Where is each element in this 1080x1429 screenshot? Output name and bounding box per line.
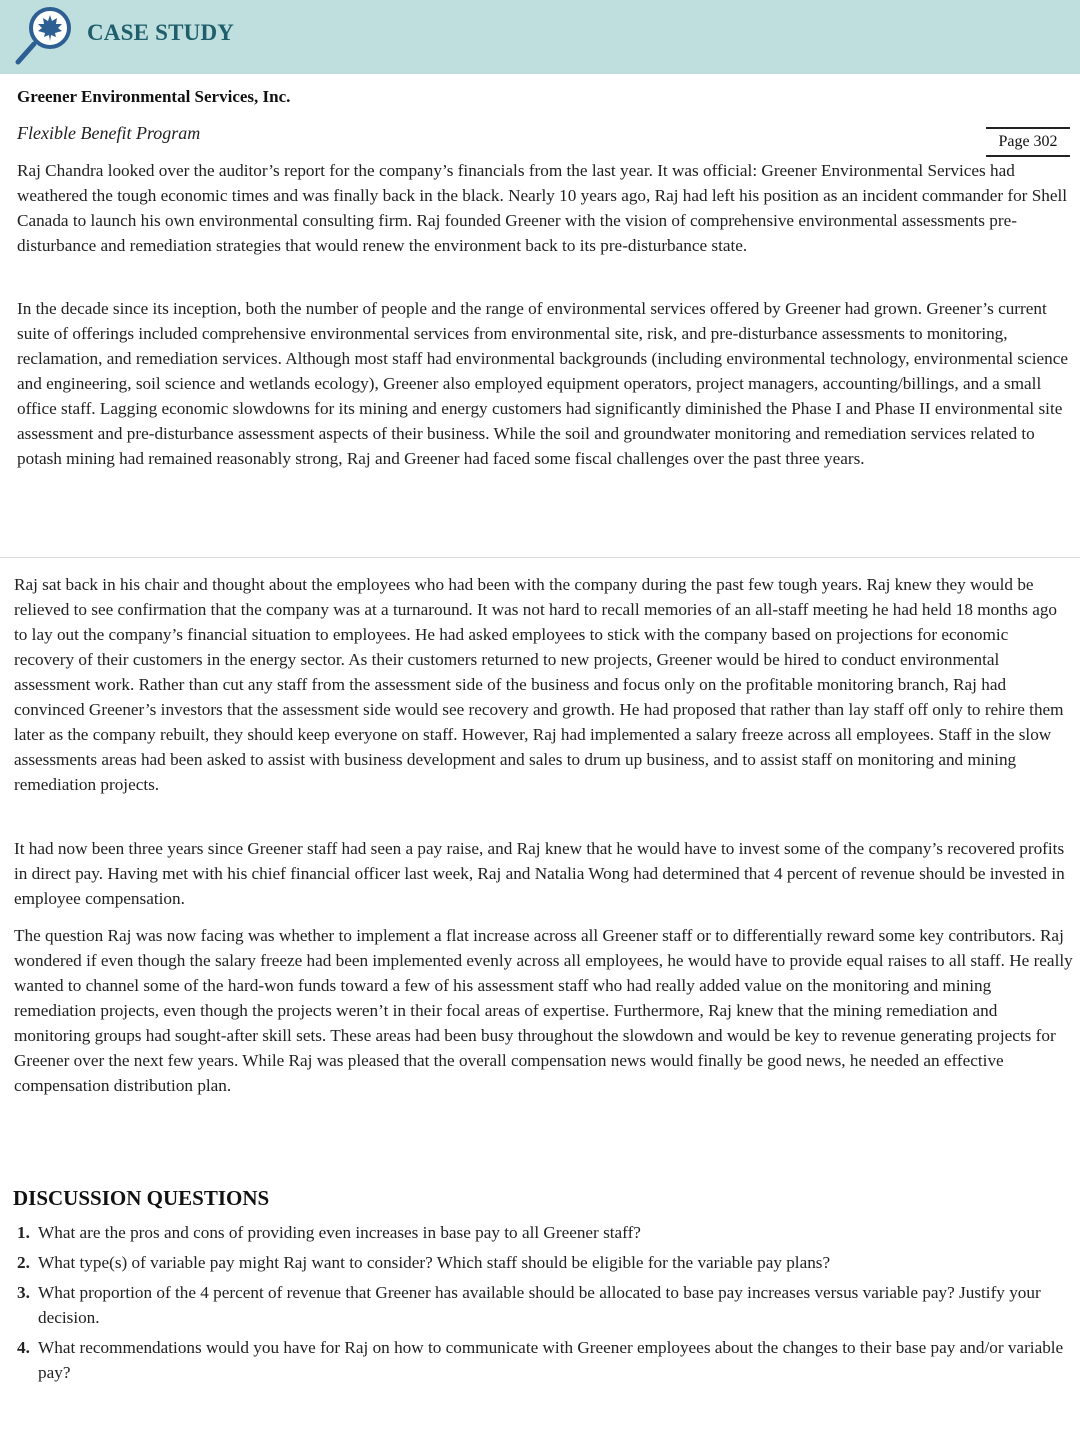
question-number: 3. (17, 1283, 30, 1302)
banner-title: CASE STUDY (87, 20, 235, 45)
program-title: Flexible Benefit Program (17, 123, 201, 143)
case-paragraph: The question Raj was now facing was whether to implement a flat increase across all Greener staff or to differentially reward some key contributors. Raj wondered if even though the salary freeze had been implemented evenly across all employees, he would have to provide equal raises to all staff. He really wanted to channel some of the hard-won funds toward a few of his assessment staff who had really added value on the monitoring and mining remediation projects, even though the projects weren’t in their focal areas of expertise. Furthermore, Raj knew that the mining remediation and monitoring groups had sought-after skill sets. These areas had been busy throughout the slowdown and would be key to revenue generating projects for Greener over the next few years. While Raj was pleased that the overall compensation news would finally be good news, he needed an effective compensation distribution plan. (14, 926, 1073, 1095)
case-study-banner (0, 0, 1080, 74)
discussion-question (17, 1335, 1067, 1385)
case-paragraph: It had now been three years since Greener staff had seen a pay raise, and Raj knew that he would have to invest some of the company’s recovered profits in direct pay. Having met with his chief financial officer last week, Raj and Natalia Wong had determined that 4 percent of revenue should be invested in employee compensation. (14, 839, 1065, 908)
discussion-questions-heading: DISCUSSION QUESTIONS (13, 1186, 270, 1210)
question-text: What type(s) of variable pay might Raj want to consider? Which staff should be eligible for the variable pay plans? (38, 1253, 831, 1272)
question-number: 1. (17, 1223, 30, 1242)
question-text: What are the pros and cons of providing even increases in base pay to all Greener staff? (38, 1223, 641, 1242)
question-text: What recommendations would you have for Raj on how to communicate with Greener employees about the changes to their base pay and/or variable pay? (38, 1338, 1064, 1382)
question-number: 2. (17, 1253, 30, 1272)
discussion-question (17, 1280, 1067, 1330)
page-reference: Page 302 (986, 127, 1070, 157)
question-number: 4. (17, 1338, 30, 1357)
discussion-questions-list (17, 1220, 1067, 1390)
case-paragraph: In the decade since its inception, both the number of people and the range of environmental services offered by Greener had grown. Greener’s current suite of offerings included comprehensive environmental services from environmental site, risk, and pre-disturbance assessments to monitoring, reclamation, and remediation services. Although most staff had environmental backgrounds (including environmental technology, environmental science and engineering, soil science and wetlands ecology), Greener also employed equipment operators, project managers, accounting/billings, and a small office staff. Lagging economic slowdowns for its mining and energy customers had significantly diminished the Phase I and Phase II environmental site assessment and pre-disturbance assessment aspects of their business. While the soil and groundwater monitoring and remediation services related to potash mining had remained reasonably strong, Raj and Greener had faced some fiscal challenges over the past three years. (17, 299, 1068, 468)
case-paragraph: Raj Chandra looked over the auditor’s report for the company’s financials from the last year. It was official: Greener Environmental Services had weathered the tough economic times and was finally back in the black. Nearly 10 years ago, Raj had left his position as an incident commander for Shell Canada to launch his own environmental consulting firm. Raj founded Greener with the vision of comprehensive environmental assessments pre-disturbance and remediation strategies that would renew the environment back to its pre-disturbance state. (17, 161, 1068, 255)
discussion-question (17, 1250, 1067, 1275)
company-name: Greener Environmental Services, Inc. (17, 87, 291, 106)
discussion-question (17, 1220, 1067, 1245)
page-divider (0, 557, 1080, 558)
case-paragraph: Raj sat back in his chair and thought about the employees who had been with the company during the past few tough years. Raj knew they would be relieved to see confirmation that the company was at a turnaround. It was not hard to recall memories of an all-staff meeting he had held 18 months ago to lay out the company’s financial situation to employees. He had asked employees to stick with the company based on projections for economic recovery of their customers in the energy sector. As their customers returned to new projects, Greener would be hired to conduct environmental assessment work. Rather than cut any staff from the assessment side of the business and focus only on the profitable monitoring branch, Raj had convinced Greener’s investors that the assessment side would see recovery and growth. He had proposed that rather than lay staff off only to rehire them later as the company rebuilt, they should keep everyone on staff. However, Raj had implemented a salary freeze across all employees. Staff in the slow assessments areas had been asked to assist with business development and sales to drum up business, and to assist staff on monitoring and mining remediation projects. (14, 575, 1064, 794)
magnifier-leaf-icon (12, 6, 74, 66)
question-text: What proportion of the 4 percent of revenue that Greener has available should be allocated to base pay increases versus variable pay? Justify your decision. (38, 1283, 1041, 1327)
